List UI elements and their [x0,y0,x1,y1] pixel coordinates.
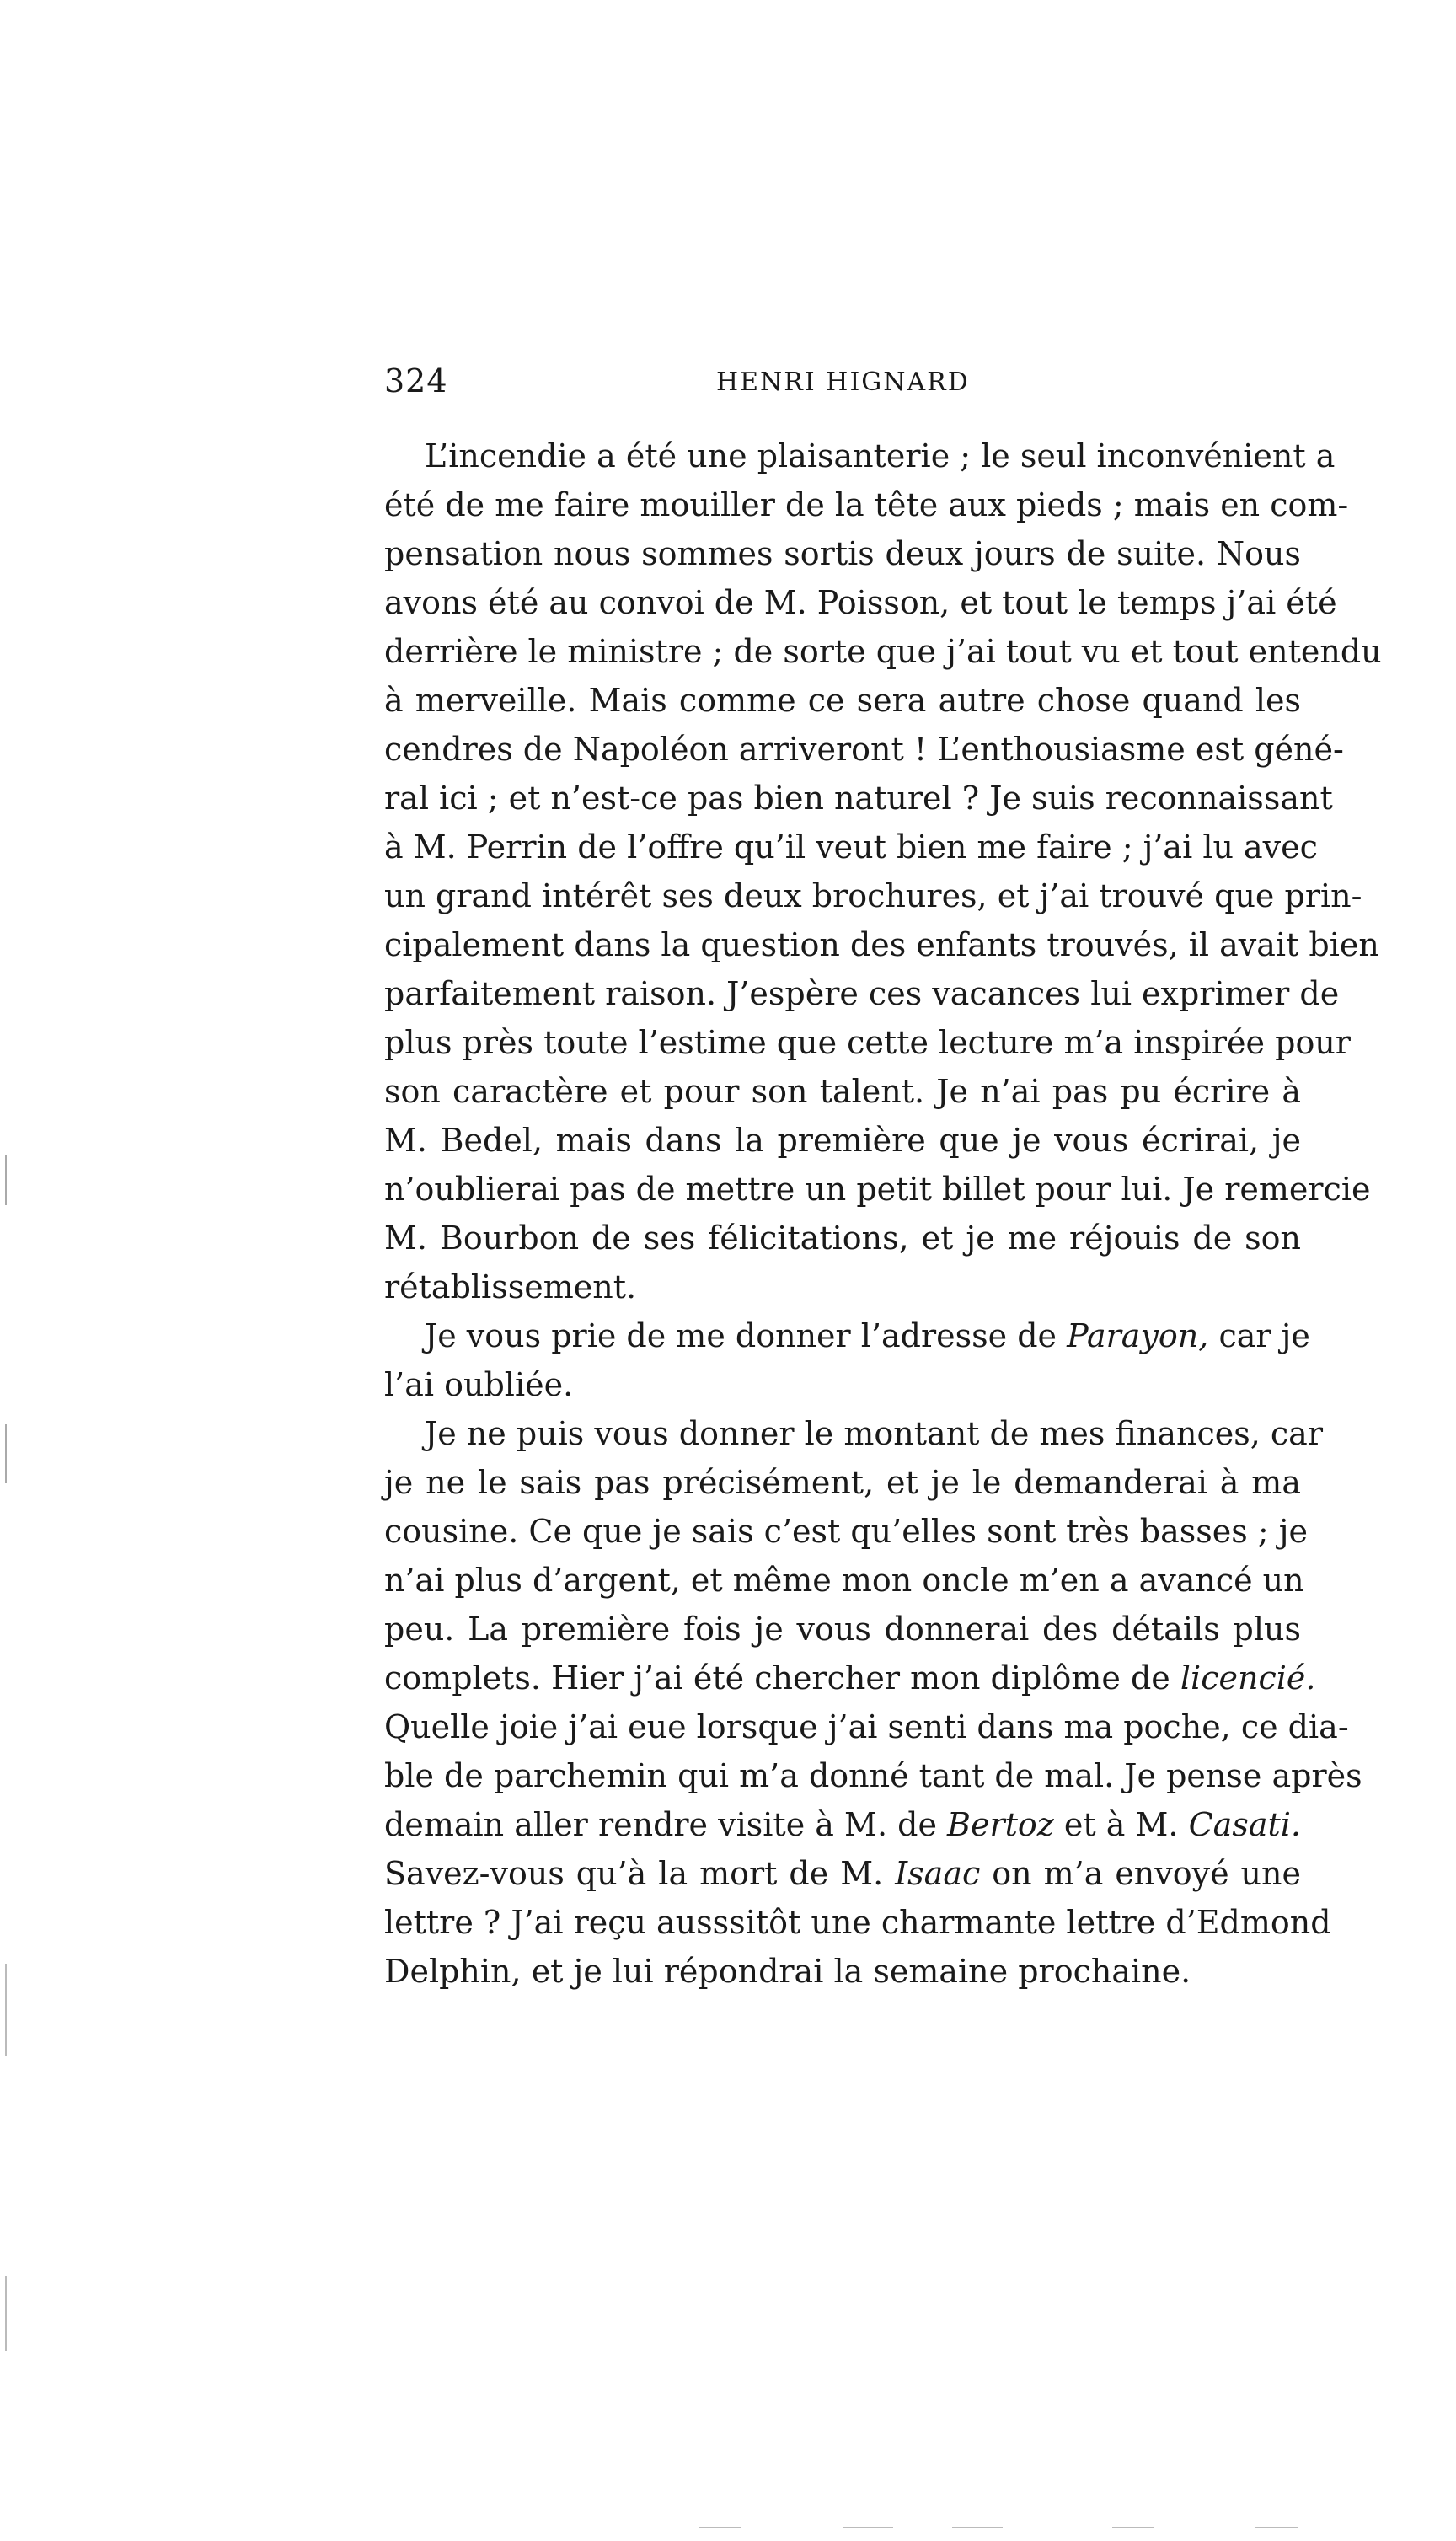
text-run: avons été au convoi de M. Poisson, et tout le temps j’ai été [384,584,1337,621]
text-run: ral ici ; et n’est-ce pas bien naturel ? Je suis reconnaissant [384,780,1333,817]
text-line [384,1947,1301,1996]
text-run: rétablissement. [384,1268,637,1305]
text-run: Delphin, et je lui répondrai la semaine prochaine. [384,1953,1191,1990]
scan-mark [5,1155,7,1205]
text-line [384,627,1382,676]
text-run: été de me faire mouiller de la tête aux pieds ; mais en com- [384,486,1349,523]
text-line [384,871,1362,920]
text-line [384,578,1337,627]
text-line [384,529,1301,578]
text-run: demain aller rendre visite à M. de [384,1806,948,1843]
page-header [384,362,1301,413]
text-line [384,1116,1301,1165]
text-line [384,1507,1309,1556]
scan-mark [1112,2527,1154,2528]
scan-mark [699,2527,741,2528]
text-run: cipalement dans la question des enfants trouvés, il avait bien [384,926,1379,963]
text-line [384,1214,1301,1262]
text-run: cendres de Napoléon arriveront ! L’enthousiasme est géné- [384,731,1344,768]
italic-text: Bertoz [947,1806,1054,1843]
text-run: complets. Hier j’ai été chercher mon diplôme de [384,1659,1180,1697]
text-line [384,969,1340,1018]
text-line [384,1262,1301,1311]
text-run: L’incendie a été une plaisanterie ; le seul inconvénient a [425,437,1336,474]
paragraph [384,1409,1362,1996]
scan-mark [1255,2527,1298,2528]
text-line [384,823,1318,871]
paragraph [384,1311,1310,1409]
text-line [384,1458,1301,1507]
scan-mark [843,2527,893,2528]
text-run: n’ai plus d’argent, et même mon oncle m’en a avancé un [384,1562,1304,1599]
scan-mark [5,1964,7,2056]
scan-mark [5,1424,7,1483]
running-head: HENRI HIGNARD [716,367,970,397]
text-line [384,1654,1316,1702]
text-run: Quelle joie j’ai eue lorsque j’ai senti dans ma poche, ce dia- [384,1708,1349,1745]
text-run: M. Bourbon de ses félicitations, et je me réjouis de son [384,1220,1301,1257]
text-run: n’oublierai pas de mettre un petit billet pour lui. Je remercie [384,1171,1371,1208]
text-run: parfaitement raison. J’espère ces vacances lui exprimer de [384,975,1340,1012]
text-run: l’ai oubliée. [384,1366,574,1403]
text-line [384,432,1336,480]
scan-mark [952,2527,1003,2528]
scan-mark [5,2276,7,2351]
text-run: car je [1208,1317,1310,1354]
italic-text: Casati. [1188,1806,1301,1843]
text-line [384,920,1379,969]
text-run: je ne le sais pas précisément, et je le demanderai à ma [384,1464,1301,1501]
text-line [384,676,1301,725]
body-text [384,432,1382,1996]
text-line [384,1556,1304,1605]
text-line [384,1605,1301,1654]
text-line [384,480,1349,529]
text-line [384,1360,1301,1409]
text-line [384,1849,1301,1898]
paragraph [384,432,1382,1311]
text-run: lettre ? J’ai reçu ausssitôt une charmante lettre d’Edmond [384,1904,1331,1941]
text-run: on m’a envoyé une [980,1855,1301,1892]
text-line [384,725,1344,774]
text-line [384,1702,1349,1751]
italic-text: Isaac [895,1855,981,1892]
text-line [384,1067,1301,1116]
text-run: son caractère et pour son talent. Je n’ai pas pu écrire à [384,1073,1301,1110]
text-run: un grand intérêt ses deux brochures, et j’ai trouvé que prin- [384,877,1362,914]
text-line [384,1898,1331,1947]
page-number: 324 [384,362,448,399]
italic-text: Parayon, [1067,1317,1209,1354]
text-run: ble de parchemin qui m’a donné tant de mal. Je pense après [384,1757,1362,1794]
text-line [384,1751,1362,1800]
text-run: peu. La première fois je vous donnerai des détails plus [384,1611,1301,1648]
italic-text: licencié. [1180,1659,1316,1697]
text-line [384,1311,1310,1360]
text-run: derrière le ministre ; de sorte que j’ai tout vu et tout entendu [384,633,1382,670]
text-run: Je vous prie de me donner l’adresse de [425,1317,1068,1354]
text-line [384,774,1333,823]
text-line [384,1165,1371,1214]
text-line [384,1800,1301,1849]
text-run: Je ne puis vous donner le montant de mes finances, car [425,1415,1323,1452]
text-run: cousine. Ce que je sais c’est qu’elles sont très basses ; je [384,1513,1309,1550]
text-run: à M. Perrin de l’offre qu’il veut bien me faire ; j’ai lu avec [384,828,1318,866]
text-run: et à M. [1053,1806,1189,1843]
text-run: plus près toute l’estime que cette lecture m’a inspirée pour [384,1024,1351,1061]
text-run: à merveille. Mais comme ce sera autre chose quand les [384,682,1301,719]
text-run: M. Bedel, mais dans la première que je vous écrirai, je [384,1122,1301,1159]
text-line [384,1409,1323,1458]
text-line [384,1018,1351,1067]
text-run: Savez-vous qu’à la mort de M. [384,1855,896,1892]
text-run: pensation nous sommes sortis deux jours de suite. Nous [384,535,1301,572]
